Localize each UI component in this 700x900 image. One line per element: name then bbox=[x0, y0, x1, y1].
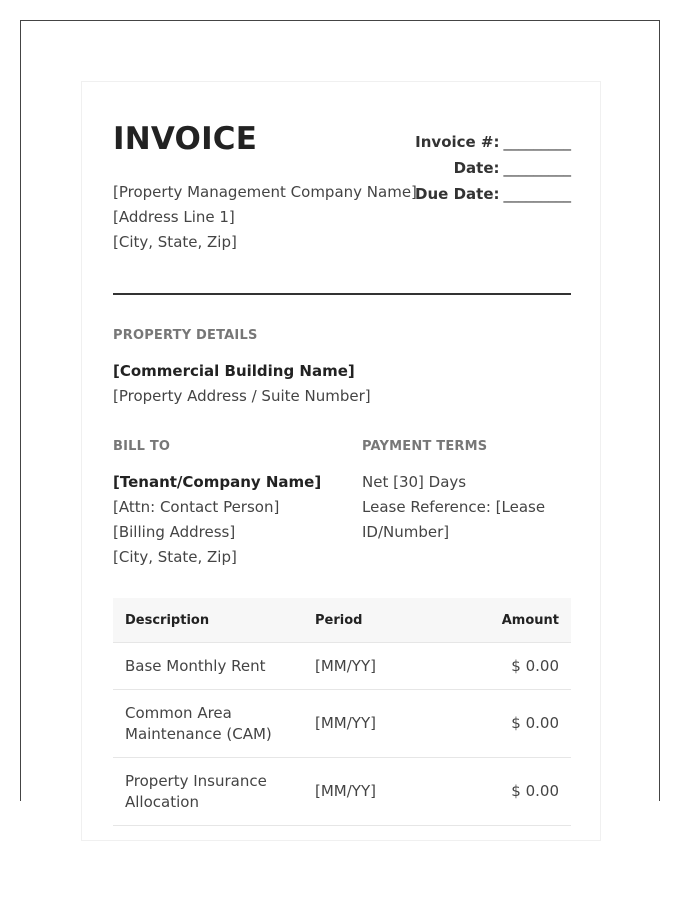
row-period: [MM/YY] bbox=[303, 643, 458, 690]
tenant-attn: [Attn: Contact Person] bbox=[113, 498, 280, 516]
page-frame bbox=[20, 20, 660, 811]
row-period: [MM/YY] bbox=[303, 690, 458, 758]
tenant-company-name: [Tenant/Company Name] bbox=[113, 473, 322, 491]
invoice-number-row bbox=[381, 129, 571, 155]
payment-terms-title: PAYMENT TERMS bbox=[362, 439, 488, 454]
invoice-date-label: Date: bbox=[453, 159, 500, 177]
property-details-body bbox=[113, 359, 571, 409]
table-row bbox=[113, 690, 571, 758]
table-row bbox=[113, 758, 571, 826]
invoice-title: INVOICE bbox=[113, 121, 258, 157]
payment-terms-section bbox=[362, 438, 571, 545]
payment-terms-body bbox=[362, 470, 571, 545]
invoice-meta bbox=[381, 129, 571, 207]
company-city-state-zip: [City, State, Zip] bbox=[113, 233, 237, 251]
bill-to-body bbox=[113, 470, 343, 570]
row-amount: $ 0.00 bbox=[458, 690, 571, 758]
net-terms: Net [30] Days bbox=[362, 473, 467, 491]
lease-reference: Lease Reference: [Lease ID/Number] bbox=[362, 498, 546, 541]
row-description: Base Monthly Rent bbox=[113, 643, 303, 690]
invoice-due-date-row bbox=[381, 181, 571, 207]
property-details-section bbox=[113, 327, 571, 409]
company-name: [Property Management Company Name] bbox=[113, 183, 417, 201]
bill-to-and-terms bbox=[113, 438, 571, 578]
table-header-description: Description bbox=[113, 598, 303, 643]
table-header-period: Period bbox=[303, 598, 458, 643]
invoice-header bbox=[113, 118, 571, 258]
row-period: [MM/YY] bbox=[303, 758, 458, 826]
bill-to-title: BILL TO bbox=[113, 439, 171, 454]
row-amount: $ 0.00 bbox=[458, 758, 571, 826]
building-name: [Commercial Building Name] bbox=[113, 362, 355, 380]
charges-table bbox=[113, 598, 571, 826]
company-info bbox=[113, 180, 417, 255]
row-description: Property Insurance Allocation bbox=[113, 758, 303, 826]
row-amount: $ 0.00 bbox=[458, 643, 571, 690]
invoice-number-label: Invoice #: bbox=[415, 133, 500, 151]
bill-to-section bbox=[113, 438, 343, 570]
tenant-billing-address: [Billing Address] bbox=[113, 523, 236, 541]
table-row bbox=[113, 643, 571, 690]
table-header-row bbox=[113, 598, 571, 643]
invoice-date-row bbox=[381, 155, 571, 181]
property-details-title: PROPERTY DETAILS bbox=[113, 328, 258, 343]
tenant-city-state-zip: [City, State, Zip] bbox=[113, 548, 237, 566]
invoice-paper bbox=[81, 81, 601, 841]
property-address-suite: [Property Address / Suite Number] bbox=[113, 387, 371, 405]
invoice-due-date-label: Due Date: bbox=[415, 185, 500, 203]
table-header-amount: Amount bbox=[458, 598, 571, 643]
header-divider bbox=[113, 293, 571, 295]
invoice-date-blank: _________ bbox=[503, 159, 571, 177]
invoice-number-blank: _________ bbox=[503, 133, 571, 151]
invoice-due-date-blank: _________ bbox=[503, 185, 571, 203]
row-description: Common Area Maintenance (CAM) bbox=[113, 690, 303, 758]
company-address-line-1: [Address Line 1] bbox=[113, 208, 235, 226]
